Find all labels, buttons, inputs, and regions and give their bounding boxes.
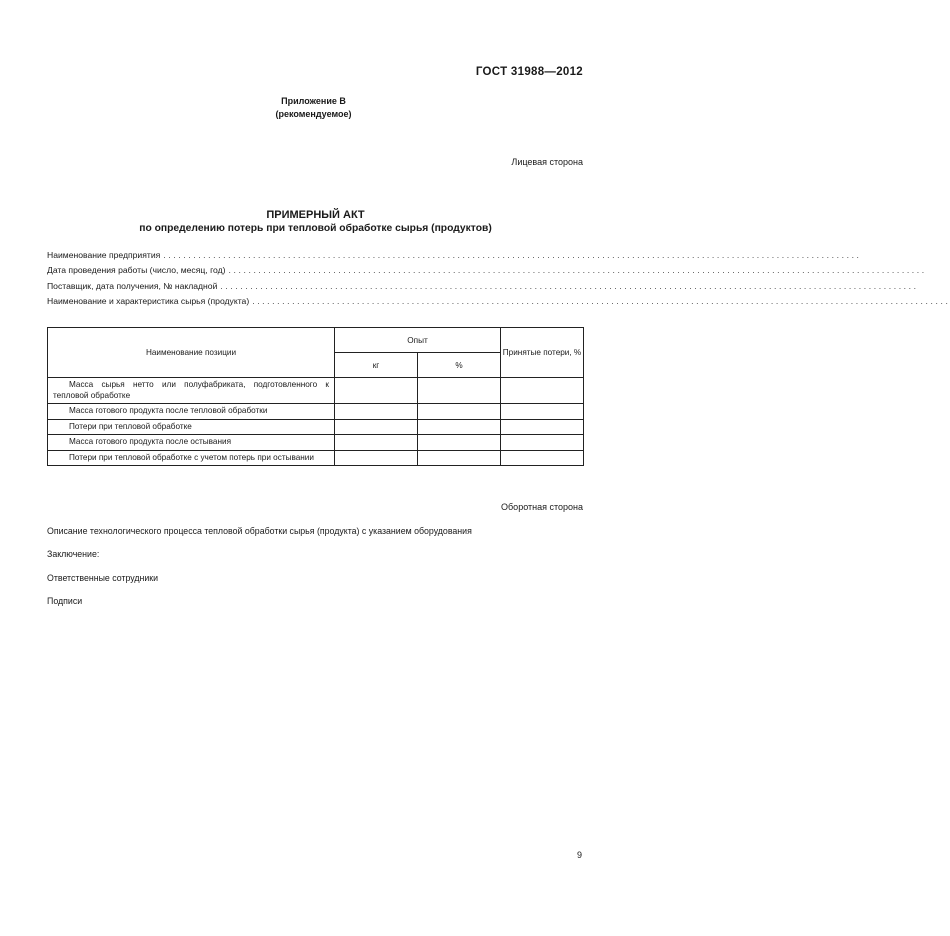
front-side-label: Лицевая сторона bbox=[511, 157, 583, 167]
cell-percent bbox=[418, 378, 501, 404]
row-label-text: Масса готового продукта после тепловой обработки bbox=[69, 406, 268, 415]
table-row bbox=[48, 450, 584, 466]
page-number: 9 bbox=[576, 850, 582, 860]
cell-accepted bbox=[501, 404, 584, 420]
appendix-heading bbox=[0, 95, 661, 121]
cell-kg bbox=[335, 450, 418, 466]
cell-kg bbox=[335, 435, 418, 451]
field-label: Наименование предприятия bbox=[47, 250, 161, 260]
cell-kg bbox=[335, 419, 418, 435]
cell-percent bbox=[418, 404, 501, 420]
responsible-staff-label: Ответственные сотрудники bbox=[47, 573, 159, 583]
cell-percent bbox=[418, 450, 501, 466]
dotted-leader: ............................................................................................................................................ bbox=[220, 280, 919, 291]
header-experiment: Опыт bbox=[335, 328, 501, 353]
row-label bbox=[48, 378, 335, 404]
dotted-leader: ............................................................................................................................................ bbox=[228, 265, 927, 276]
field-label: Дата проведения работы (число, месяц, год) bbox=[47, 265, 226, 276]
cell-accepted bbox=[501, 435, 584, 451]
dotted-leader: ............................................................................................................................................ bbox=[163, 250, 862, 260]
cell-accepted bbox=[501, 378, 584, 404]
back-side-label: Оборотная сторона bbox=[501, 502, 583, 512]
row-label-text: Масса готового продукта после остывания bbox=[69, 437, 232, 446]
table-row bbox=[48, 435, 584, 451]
process-description: Описание технологического процесса тепловой обработки сырья (продукта) с указанием оборудования bbox=[47, 526, 472, 536]
table-row bbox=[48, 404, 584, 420]
losses-table bbox=[47, 327, 584, 466]
field-supplier bbox=[47, 280, 919, 296]
field-raw-material bbox=[47, 295, 950, 311]
appendix-status: (рекомендуемое) bbox=[275, 109, 352, 119]
field-label: Наименование и характеристика сырья (продукта) bbox=[47, 295, 250, 306]
appendix-title: Приложение В bbox=[281, 96, 346, 106]
act-title bbox=[0, 208, 661, 236]
act-title-main: ПРИМЕРНЫЙ АКТ bbox=[266, 209, 365, 221]
dotted-leader: ............................................................................................................................................ bbox=[252, 295, 950, 306]
field-work-date bbox=[47, 265, 927, 280]
row-label bbox=[48, 435, 335, 451]
cell-accepted bbox=[501, 450, 584, 466]
cell-kg bbox=[335, 404, 418, 420]
act-title-subtitle: по определению потерь при тепловой обработке сырья (продуктов) bbox=[139, 223, 492, 234]
table-row bbox=[48, 419, 584, 435]
document-code: ГОСТ 31988—2012 bbox=[475, 66, 583, 78]
conclusion-label: Заключение: bbox=[47, 549, 100, 559]
cell-percent bbox=[418, 435, 501, 451]
table-row bbox=[48, 378, 584, 404]
cell-accepted bbox=[501, 419, 584, 435]
cell-kg bbox=[335, 378, 418, 404]
row-label bbox=[48, 419, 335, 435]
row-label bbox=[48, 404, 335, 420]
table-header-row bbox=[48, 328, 584, 353]
act-fields bbox=[47, 250, 950, 311]
cell-percent bbox=[418, 419, 501, 435]
header-percent: % bbox=[418, 353, 501, 378]
header-kg: кг bbox=[335, 353, 418, 378]
row-label bbox=[48, 450, 335, 466]
signatures-label: Подписи bbox=[47, 596, 83, 606]
row-label-text: Потери при тепловой обработке с учетом потерь при остывании bbox=[69, 452, 314, 462]
row-label-text: Потери при тепловой обработке bbox=[69, 421, 192, 431]
field-enterprise bbox=[47, 250, 862, 265]
row-label-text: Масса сырья нетто или полуфабриката, подготовленного к тепловой обработке bbox=[53, 380, 329, 400]
header-position-name: Наименование позиции bbox=[48, 328, 335, 378]
field-label: Поставщик, дата получения, № накладной bbox=[47, 280, 218, 291]
header-accepted-losses: Принятые потери, % bbox=[501, 328, 584, 378]
